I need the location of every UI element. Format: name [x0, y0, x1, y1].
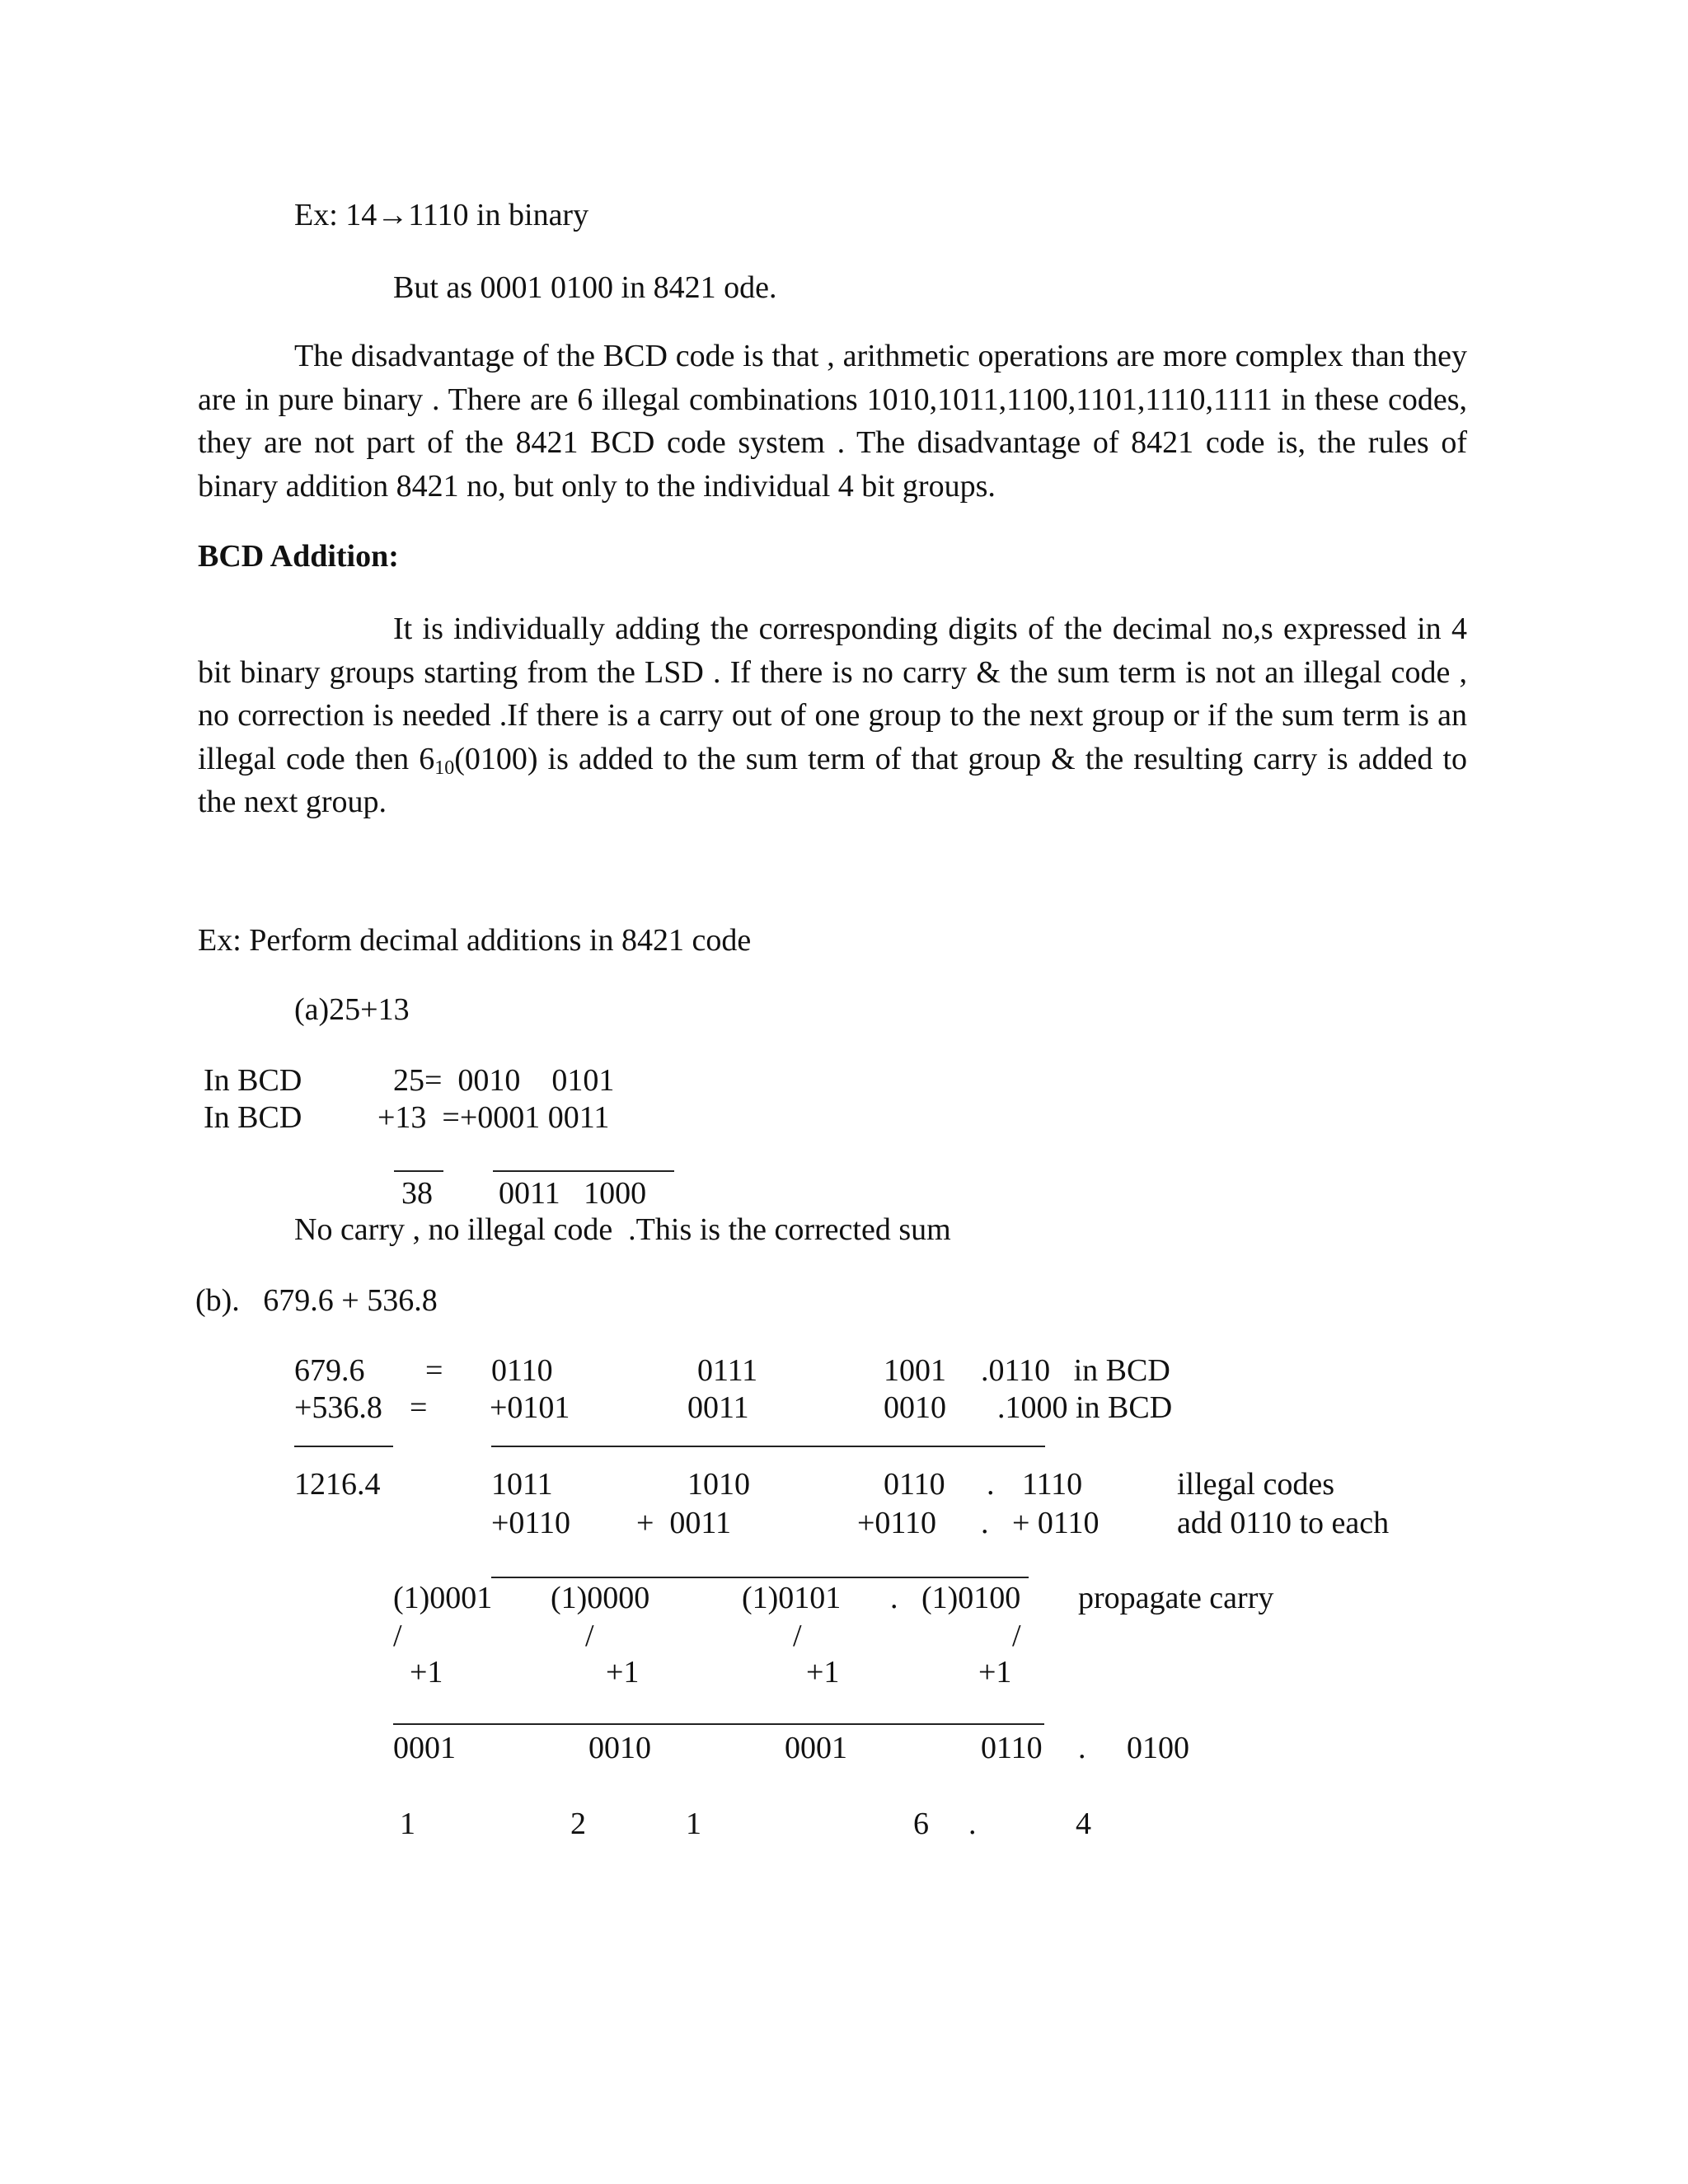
b-r4-note: add 0110 to each — [1177, 1506, 1390, 1540]
b-r6-g3: 0001 — [785, 1731, 847, 1765]
b-r6-dot: . — [1078, 1731, 1086, 1765]
b-r6-g5: 0100 — [1127, 1731, 1189, 1765]
b-r7-d1: 1 — [400, 1807, 415, 1841]
b-plus-one-2: +1 — [606, 1655, 640, 1690]
part-a-note: No carry , no illegal code .This is the corrected sum — [294, 1212, 951, 1247]
b-r7-d3: 1 — [686, 1807, 701, 1841]
part-a-row1-label: In BCD — [204, 1063, 302, 1098]
b-r6-g1: 0001 — [393, 1731, 456, 1765]
b-r5-dot: . — [890, 1581, 898, 1615]
b-r1-dec: 679.6 — [294, 1353, 365, 1388]
b-rule-dec — [294, 1446, 393, 1447]
b-r3-dec: 1216.4 — [294, 1467, 381, 1502]
part-a-label: (a)25+13 — [294, 992, 410, 1027]
b-r5-g3: (1)0101 — [742, 1581, 842, 1615]
b-r5-g2: (1)0000 — [551, 1581, 650, 1615]
b-r2-eq: = — [410, 1390, 428, 1425]
b-rule-final — [393, 1723, 1044, 1725]
para-subscript: 10 — [434, 757, 455, 779]
part-a-sum-dec: 38 — [401, 1176, 433, 1211]
b-r4-g2: + 0011 — [636, 1506, 732, 1540]
b-plus-one-4: +1 — [978, 1655, 1012, 1690]
but-line: But as 0001 0100 in 8421 ode. — [393, 270, 777, 305]
b-r5-g1: (1)0001 — [393, 1581, 493, 1615]
part-a-rule-bcd — [493, 1170, 674, 1172]
b-plus-one-3: +1 — [806, 1655, 840, 1690]
b-r3-g2: 1010 — [687, 1467, 750, 1502]
b-r1-tail: .0110 in BCD — [981, 1353, 1170, 1388]
b-r2-g2: 0011 — [687, 1390, 749, 1425]
example-title: Ex: Perform decimal additions in 8421 code — [198, 923, 752, 958]
b-r4-g4: + 0110 — [1012, 1506, 1100, 1540]
b-r6-g4: 0110 — [981, 1731, 1043, 1765]
disadvantage-paragraph: The disadvantage of the BCD code is that , arithmetic operations are more complex than they are in pure binary . There are 6 illegal combinations 1010,1011,1100,1101,1110,1111 in these codes, they are not part of the 8421 BCD code system . The disadvantage of 8421 code is, the rules of binary addition 8421 no, but only to the individual 4 bit groups. — [198, 339, 1467, 504]
b-r3-dot: . — [987, 1467, 995, 1502]
b-r1-g3: 1001 — [884, 1353, 946, 1388]
part-b-label: (b). 679.6 + 536.8 — [195, 1283, 438, 1318]
b-r2-dec: +536.8 — [294, 1390, 382, 1425]
b-rule-bcd — [491, 1446, 1045, 1447]
example-line: Ex: 14→1110 in binary — [294, 198, 589, 232]
b-r7-d5: 4 — [1076, 1807, 1091, 1841]
b-r3-g1: 1011 — [491, 1467, 553, 1502]
b-r1-eq: = — [425, 1353, 443, 1388]
b-r3-note: illegal codes — [1177, 1467, 1334, 1502]
b-r3-g4: 1110 — [1022, 1467, 1083, 1502]
b-r5-note: propagate carry — [1078, 1581, 1274, 1615]
b-r4-g1: +0110 — [491, 1506, 571, 1540]
b-r5-g4: (1)0100 — [921, 1581, 1021, 1615]
b-r1-g1: 0110 — [491, 1353, 553, 1388]
b-r3-g3: 0110 — [884, 1467, 945, 1502]
b-r7-dot: . — [968, 1807, 977, 1841]
b-slash-2: / — [585, 1619, 594, 1653]
part-a-row2-expr: +13 =+0001 0011 — [377, 1100, 610, 1135]
b-plus-one-1: +1 — [410, 1655, 443, 1690]
part-a-row1-expr: 25= 0010 0101 — [393, 1063, 615, 1098]
b-r6-g2: 0010 — [588, 1731, 651, 1765]
b-slash-4: / — [1012, 1619, 1021, 1653]
bcd-addition-heading: BCD Addition: — [198, 539, 399, 574]
b-r7-d2: 2 — [570, 1807, 586, 1841]
b-r2-g3: 0010 — [884, 1390, 946, 1425]
b-r7-d4: 6 — [913, 1807, 929, 1841]
b-slash-3: / — [793, 1619, 802, 1653]
b-slash-1: / — [393, 1619, 402, 1653]
part-a-rule-dec — [394, 1170, 443, 1172]
b-rule-correction — [491, 1577, 1029, 1578]
b-r4-g3: +0110 — [857, 1506, 937, 1540]
bcd-addition-paragraph — [198, 607, 1467, 824]
b-r2-g1: +0101 — [490, 1390, 570, 1425]
b-r2-tail: .1000 in BCD — [997, 1390, 1173, 1425]
part-a-sum-bcd: 0011 1000 — [499, 1176, 647, 1211]
para-text-before: It is individually adding the corresponding digits of the decimal no,s expressed in 4 bit binary groups starting from the LSD . If there is no carry & the sum term is not an illegal code , no correction is needed .If there is a carry out of one group to the next group or if the sum term is an illegal code then 6 — [198, 612, 1467, 776]
para-text-after: (0100) is added to the sum term of that group & the resulting carry is added to the next group. — [198, 741, 1467, 819]
b-r4-dot: . — [981, 1506, 989, 1540]
part-a-row2-label: In BCD — [204, 1100, 302, 1135]
b-r1-g2: 0111 — [697, 1353, 758, 1388]
